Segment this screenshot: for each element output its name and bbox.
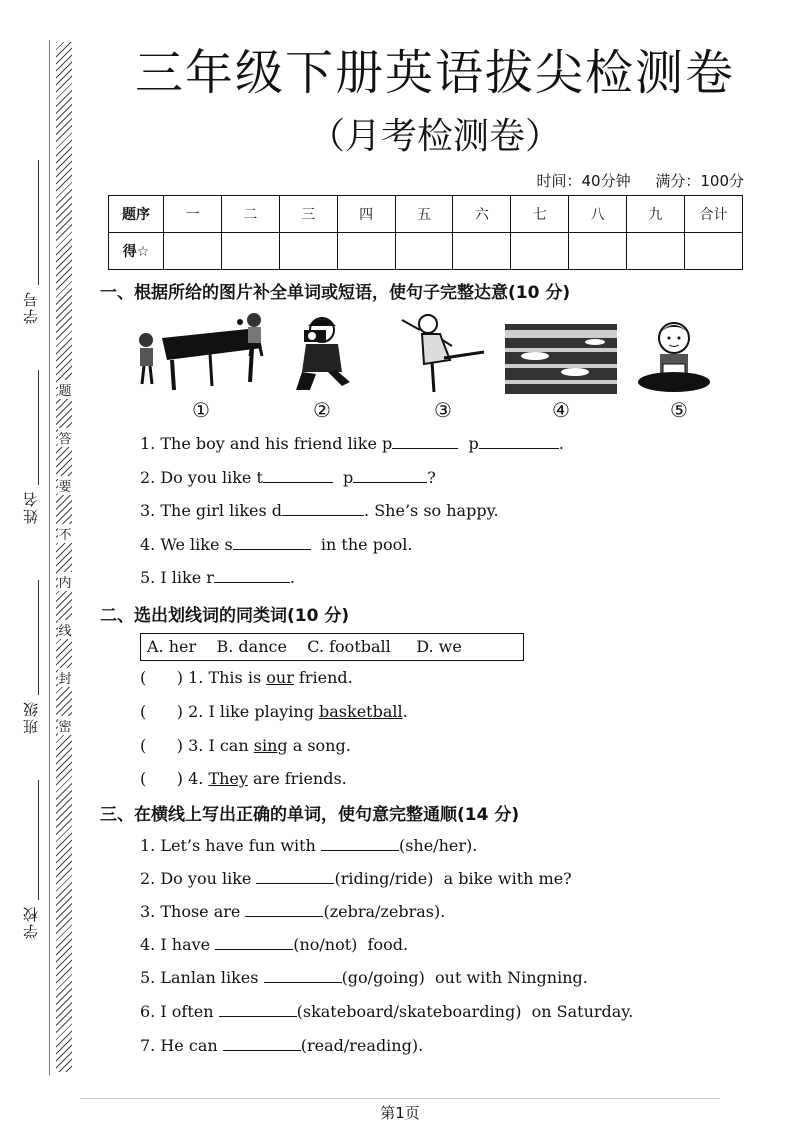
question [140, 902, 445, 921]
seal-char: 封 [58, 668, 72, 687]
question-text: . [558, 434, 564, 453]
exam-meta [516, 170, 744, 191]
answer-blank[interactable] [264, 968, 342, 983]
score-input-cell[interactable] [453, 233, 511, 270]
picture-number: ③ [434, 398, 452, 422]
section-2-title: 二、选出划线词的同类词(10 分) [100, 606, 350, 626]
question [140, 1036, 423, 1055]
question-text: 4. I have [140, 935, 216, 954]
answer-blank[interactable] [263, 468, 333, 483]
score-table-cell: 五 [395, 196, 453, 233]
score-row-label: 得☆ [109, 233, 164, 270]
question-text: a song. [287, 736, 351, 755]
question-text: 5. Lanlan likes [140, 968, 264, 987]
question [140, 535, 412, 554]
options-text: A. her B. dance C. football D. we [147, 637, 462, 656]
seal-char: 线 [58, 620, 72, 639]
ping-pong-players-icon [132, 310, 272, 395]
score-table-cell: 八 [569, 196, 627, 233]
question [140, 468, 436, 487]
binding-hatch-strip [56, 42, 72, 1072]
question-text: (zebra/zebras). [323, 902, 446, 921]
class-line [38, 580, 39, 695]
score-table-cell: 合计 [684, 196, 742, 233]
underlined-word: They [208, 769, 248, 788]
question [140, 769, 347, 788]
question [140, 568, 295, 587]
question-text: 3. Those are [140, 902, 246, 921]
picture-number: ② [313, 398, 331, 422]
class-label: 班级 [22, 700, 40, 734]
underlined-word: basketball [319, 702, 403, 721]
answer-blank[interactable] [256, 869, 334, 884]
question-text: (no/not) food. [293, 935, 409, 954]
score-input-cell[interactable] [164, 233, 222, 270]
question [140, 501, 499, 520]
seal-char: 题 [58, 380, 72, 399]
score-table-cell: 一 [164, 196, 222, 233]
question-text: ( ) 2. I like playing [140, 702, 320, 721]
score-input-cell[interactable] [627, 233, 685, 270]
answer-blank[interactable] [321, 836, 399, 851]
exam-full-score: 满分：100分 [655, 172, 744, 190]
page-number: 第1页 [380, 1104, 420, 1122]
question-text: (she/her). [398, 836, 478, 855]
score-input-cell[interactable] [337, 233, 395, 270]
answer-blank[interactable] [479, 434, 559, 449]
options-box [140, 633, 524, 661]
page-title: 三年级下册英语拔尖检测卷 [134, 45, 735, 101]
seal-char: 内 [58, 572, 72, 591]
answer-blank[interactable] [233, 535, 311, 550]
answer-blank[interactable] [282, 501, 364, 516]
question-text: 2. Do you like [140, 869, 257, 888]
answer-blank[interactable] [223, 1036, 301, 1051]
answer-blank[interactable] [245, 902, 323, 917]
picture-number: ① [192, 398, 210, 422]
dancing-girl-icon [398, 312, 488, 394]
question-text: are friends. [247, 769, 347, 788]
name-line [38, 370, 39, 485]
school-label: 学校 [22, 905, 40, 939]
question-text: . [402, 702, 408, 721]
exam-time: 时间：40分钟 [536, 172, 631, 190]
score-table-cell: 三 [279, 196, 337, 233]
student-id-label: 学号 [22, 290, 40, 324]
question-text: p [468, 434, 479, 453]
score-input-cell[interactable] [684, 233, 742, 270]
answer-blank[interactable] [214, 568, 290, 583]
score-table [108, 195, 743, 270]
seal-char: 答 [58, 428, 72, 447]
binding-margin-line [49, 40, 50, 1075]
score-input-cell[interactable] [221, 233, 279, 270]
question-text: 1. The boy and his friend like p [140, 434, 393, 453]
seal-char: 要 [58, 476, 72, 495]
score-table-cell: 四 [337, 196, 395, 233]
question [140, 1002, 633, 1021]
question-text: . [289, 568, 295, 587]
score-input-cell[interactable] [395, 233, 453, 270]
seal-char: 密 [58, 716, 72, 735]
section-3-title: 三、在横线上写出正确的单词，使句意完整通顺(14 分) [100, 805, 520, 825]
question-text: p [343, 468, 354, 487]
question-text: ? [427, 468, 436, 487]
question [140, 702, 408, 721]
question-text: 5. I like r [140, 568, 214, 587]
question-text: ( ) 1. This is [140, 668, 267, 687]
score-input-cell[interactable] [569, 233, 627, 270]
question-text: in the pool. [320, 535, 413, 554]
question-text: (read/reading). [300, 1036, 424, 1055]
question-text: 7. He can [140, 1036, 223, 1055]
page-subtitle: （月考检测卷） [308, 116, 561, 157]
score-table-cell: 七 [511, 196, 569, 233]
score-input-cell[interactable] [279, 233, 337, 270]
question-text: (skateboard/skateboarding) on Saturday. [296, 1002, 634, 1021]
seal-char: 不 [58, 524, 72, 543]
underlined-word: sing [253, 736, 288, 755]
question-text: ( ) 4. [140, 769, 209, 788]
question-text: 6. I often [140, 1002, 219, 1021]
underlined-word: our [266, 668, 294, 687]
score-input-cell[interactable] [511, 233, 569, 270]
score-table-cell: 六 [453, 196, 511, 233]
picture-number: ④ [552, 398, 570, 422]
question [140, 968, 588, 987]
photographer-icon [292, 316, 354, 394]
name-label: 姓名 [22, 490, 40, 524]
score-table-cell: 二 [221, 196, 279, 233]
question-text: friend. [293, 668, 353, 687]
question [140, 935, 408, 954]
question-text: 2. Do you like t [140, 468, 263, 487]
question [140, 736, 351, 755]
answer-blank[interactable] [219, 1002, 297, 1017]
answer-blank[interactable] [215, 935, 293, 950]
answer-blank[interactable] [353, 468, 427, 483]
question [140, 434, 564, 453]
boy-reading-icon [636, 316, 712, 394]
student-id-line [38, 160, 39, 285]
question-text: (riding/ride) a bike with me? [334, 869, 572, 888]
question-text: 1. Let’s have fun with [140, 836, 321, 855]
score-table-cell: 题序 [109, 196, 164, 233]
score-table-score-row [109, 233, 743, 270]
question-text: (go/going) out with Ningning. [341, 968, 588, 987]
section-1-title: 一、根据所给的图片补全单词或短语，使句子完整达意(10 分) [100, 283, 571, 303]
question [140, 836, 477, 855]
score-table-header-row [109, 196, 743, 233]
question [140, 668, 353, 687]
question-text: 4. We like s [140, 535, 233, 554]
picture-number: ⑤ [670, 398, 688, 422]
question-text: . She’s so happy. [364, 501, 499, 520]
question-text: ( ) 3. I can [140, 736, 254, 755]
score-table-cell: 九 [627, 196, 685, 233]
school-line [38, 780, 39, 900]
footer-divider [80, 1098, 720, 1099]
question [140, 869, 572, 888]
swimming-pool-icon [505, 324, 617, 394]
answer-blank[interactable] [392, 434, 458, 449]
question-text: 3. The girl likes d [140, 501, 283, 520]
